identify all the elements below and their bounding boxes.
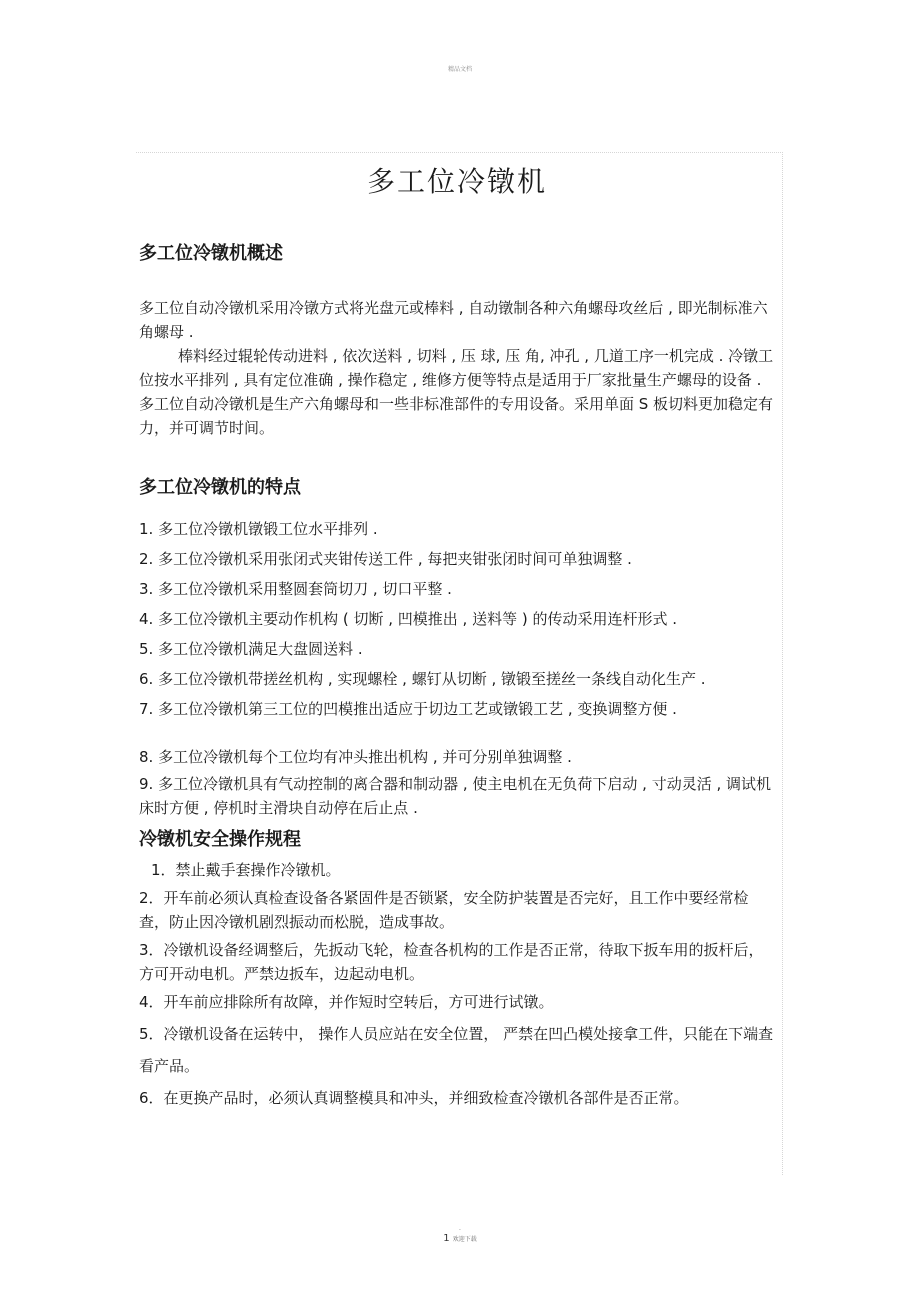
section-heading-overview: 多工位冷镦机概述 [139,243,283,264]
feature-item: 9. 多工位冷镦机具有气动控制的离合器和制动器 , 使主电机在无负荷下启动 , 寸动灵活 , 调试机床时方便 , 停机时主滑块自动停在后止点 . [139,775,771,817]
safety-rule-item: 2．开车前必须认真检查设备各紧固件是否锁紧，安全防护装置是否完好，且工作中要经常检查，防止因冷镦机剧烈振动而松脱，造成事故。 [139,889,749,931]
page-number: 1 [443,1233,450,1244]
document-body [139,152,775,1114]
footer-label: 欢迎下载 [452,1236,477,1243]
safety-rules-list [139,858,775,1114]
feature-item: 6. 多工位冷镦机带搓丝机构 , 实现螺栓 , 螺钉从切断 , 镦锻至搓丝一条线自动化生产 . [139,670,706,688]
section-heading-features: 多工位冷镦机的特点 [139,477,301,498]
safety-rule-item: 1．禁止戴手套操作冷镦机。 [151,861,341,879]
safety-rule-item: 4．开车前应排除所有故障，并作短时空转后，方可进行试镦。 [139,993,554,1011]
features-list [139,514,775,820]
footer-dot: . [459,1225,461,1232]
header-watermark: 精品文档 [447,66,472,73]
feature-item: 5. 多工位冷镦机满足大盘圆送料 . [139,640,363,658]
safety-rule-item: 5．冷镦机设备在运转中， 操作人员应站在安全位置， 严禁在凹凸模处接拿工件，只能在下端查看产品。 [139,1025,774,1075]
feature-item: 4. 多工位冷镦机主要动作机构 ( 切断 , 凹模推出 , 送料等 ) 的传动采用连杆形式 . [139,610,678,628]
feature-item: 8. 多工位冷镦机每个工位均有冲头推出机构 , 并可分别单独调整 . [139,748,572,766]
feature-item: 2. 多工位冷镦机采用张闭式夹钳传送工件 , 每把夹钳张闭时间可单独调整 . [139,550,632,568]
safety-rule-item: 3．冷镦机设备经调整后，先扳动飞轮，检查各机构的工作是否正常，待取下扳车用的扳杆后，方可开动电机。严禁边扳车，边起动电机。 [139,941,764,983]
feature-item: 1. 多工位冷镦机镦锻工位水平排列 . [139,520,378,538]
document-title: 多工位冷镦机 [366,165,547,198]
feature-item: 7. 多工位冷镦机第三工位的凹模推出适应于切边工艺或镦锻工艺 , 变换调整方便 . [139,700,677,718]
overview-paragraph: 多工位自动冷镦机采用冷镦方式将光盘元或棒料 , 自动镦制各种六角螺母攻丝后 , 即光制标准六角螺母 . [139,299,768,341]
page-footer [0,1222,920,1244]
section-heading-safety: 冷镦机安全操作规程 [139,829,301,850]
safety-rule-item: 6．在更换产品时，必须认真调整模具和冲头，并细致检查冷镦机各部件是否正常。 [139,1089,689,1107]
overview-paragraph: 棒料经过辊轮传动进料 , 依次送料 , 切料 , 压 球, 压 角, 冲孔 , 几道工序一机完成 . 冷镦工位按水平排列 , 具有定位准确 , 操作稳定 , 维修方便等特点是适用于厂家批量生产螺母的设备 . 多工位自动冷镦机是生产六角螺母和一些非标准部件的专用设备。采用单面 S 板切料更加稳定有力，并可调节时间。 [139,347,774,437]
feature-item: 3. 多工位冷镦机采用整圆套筒切刀 , 切口平整 . [139,580,452,598]
